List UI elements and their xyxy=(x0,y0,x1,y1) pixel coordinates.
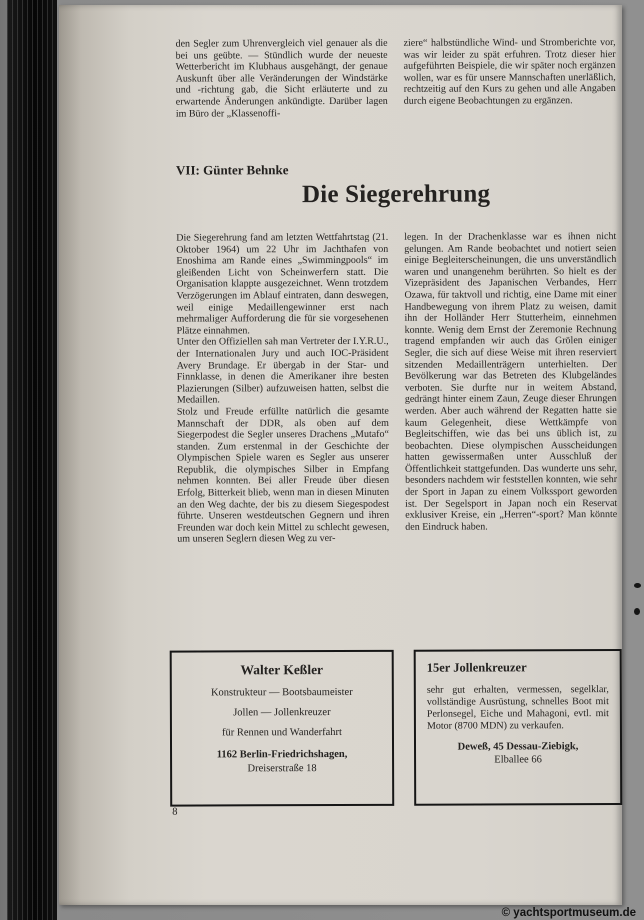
article-paragraph: legen. In der Drachenklasse war es ihnen nicht gelungen. Am Rande beobachtet und notiert seien einige Begleiterscheinungen, die uns unverständlich waren und unangenehm berührten. So hielt es der Vizepräsident des Japanischen Verbandes, Herr Ozawa, für taktvoll und richtig, eine Dame mit einer Handbewegung von ihrem Platz zu weisen, damit ihn der Holländer Herr Stutterheim, einnehmen konnte. Wenig dem Ernst der Zeremonie Rechnung tragend empfanden wir auch das Grölen einiger Segler, die sich auf diese Weise mit ihren reserviert sitzenden Medaillenträgern unterhielten. Der Bevölkerung war das Betreten des Klubgeländes verboten. Sie durfte nur in weitem Abstand, gedrängt hinter einem Zaun, Zeuge dieser Ehrungen werden. Aber auch während der Regatten hatte sie kaum Gelegenheit, diese Wettkämpfe von Begleitschiffen, wie das bei uns üblich ist, zu beobachten. Diese olympischen Ausscheidungen hatten gewissermaßen unter Ausschluß der Öffentlichkeit stattgefunden. Das wunderte uns sehr, besonders nachdem wir feststellen konnten, wie sehr der Sport in Japan zu einem Volkssport geworden ist. Der Segelsport in Japan noch ein Reservat exklusiver Kreise, ein „Herren“-sport? Man könnte den Eindruck haben. xyxy=(404,231,618,533)
ad-body-text: sehr gut erhalten, vermessen, segelklar, vollständige Ausrüstung, schnelles Boot mit Perlonsegel, Eiche und Mahagoni, evtl. mit Motor (8700 MDN) zu verkaufen. xyxy=(426,684,609,732)
article-paragraph: Unter den Offiziellen sah man Vertreter der I.Y.R.U., der Internationalen Jury und auch IOC-Präsident Avery Brundage. Er übergab in der Star- und Finnklasse, in denen die Amerikaner ihre besten Plazierungen (Silber) aufzuweisen hatten, selbst die Medaillen. xyxy=(176,336,389,406)
intro-left-text: den Segler zum Uhrenvergleich viel genauer als die bei uns geübte. — Stündlich wurde der neueste Wetterbericht im Klubhaus ausgehängt, der genaue Auskunft über alle Veränderungen der Windstärke und -richtung gab, die Sicht erläuterte und zu erwartende Änderungen ankündigte. Darüber lagen im Büro der „Klassenoffi- xyxy=(175,37,388,120)
ad-address: 1162 Berlin-Friedrichshagen, xyxy=(216,748,348,761)
article-paragraph: Die Siegerehrung fand am letzten Wettfahrtstag (21. Oktober 1964) um 22 Uhr im Jachthafen von Enoshima am Rande eines „Swimmingpools“ im gleißenden Licht von Scheinwerfern statt. Die Organisation klappte ausgezeichnet. Wenn trotzdem Verzögerungen im Ablauf eintraten, dann deswegen, weil einige Medaillengewinner erst nach mehrmaliger Aufforderung die für sie vorgesehenen Plätze einnahmen. xyxy=(176,231,389,337)
scan-artifact xyxy=(634,583,641,588)
scan-artifact xyxy=(634,608,640,615)
article-paragraph: Stolz und Freude erfüllte natürlich die gesamte Mannschaft der DDR, als oben auf dem Siegerpodest die Segler unseres Drachens „Mutafo“ standen. Zum erstenmal in der Geschichte der Olympischen Spiele waren es Segler aus unserer Republik, die olympisches Silber in Empfang nehmen konnten. Bei aller Freude über diesen Erfolg, Bitterkeit blieb, wenn man in diesen Minuten an den Weg dachte, der bis zu diesem Siegespodest führte. Unseren westdeutschen Gegnern und ihren Freunden war doch kein Mittel zu schlecht gewesen, um unseren Seglern diesen Weg zu ver- xyxy=(176,405,390,546)
ad-jollenkreuzer xyxy=(414,649,623,806)
intro-right-text: ziere“ halbstündliche Wind- und Stromberichte vor, was wir leider zu spät erfuhren. Trotz dieser hier aufgeführten Beispiele, die wir später noch ergänzen wollen, war es für unsere Mannschaften unerläßlich, rechtzeitig auf den Kurs zu gehen und alle Angaben durch eigene Beobachtungen zu ergänzen. xyxy=(403,37,616,107)
ad-title: 15er Jollenkreuzer xyxy=(426,660,527,675)
article-left-column xyxy=(176,232,389,546)
intro-text-block xyxy=(176,37,616,120)
article-title: Die Siegerehrung xyxy=(301,180,491,209)
article-author-heading: VII: Günter Behnke xyxy=(175,162,289,178)
ad-title: Walter Keßler xyxy=(240,662,324,678)
intro-left-column xyxy=(176,38,388,120)
ad-walter-kessler xyxy=(170,650,395,807)
ad-line: Jollen — Jollenkreuzer xyxy=(233,707,331,719)
book-spine xyxy=(7,0,57,920)
ad-line: Konstrukteur — Bootsbaumeister xyxy=(210,686,353,699)
page-number: 8 xyxy=(172,806,178,818)
watermark-text: © yachtsportmuseum.de xyxy=(501,907,636,919)
article-body xyxy=(176,231,617,546)
ad-address: Dreiserstraße 18 xyxy=(247,763,317,775)
ad-address: Elballee 66 xyxy=(494,754,542,766)
advertisement-row xyxy=(170,649,623,807)
book-page xyxy=(59,5,622,905)
page-content xyxy=(57,4,623,906)
intro-right-column xyxy=(404,37,616,119)
ad-line: für Rennen und Wanderfahrt xyxy=(221,726,342,739)
ad-address: Deweß, 45 Dessau-Ziebigk, xyxy=(457,741,579,753)
article-right-column xyxy=(404,231,617,545)
